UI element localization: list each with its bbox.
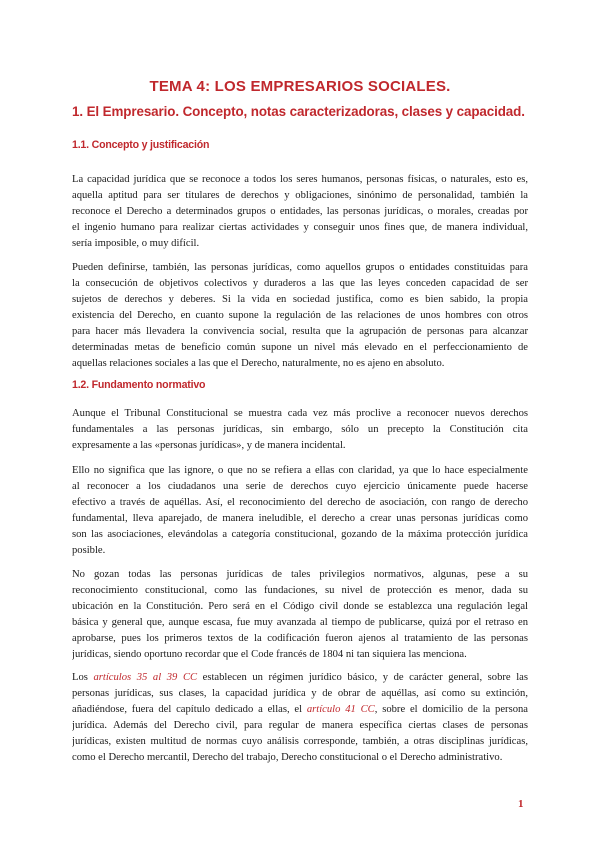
text-line: Ello no significa que las ignore, o que no se refiera a ellas con claridad, ya que lo hace especialmente [72, 465, 528, 476]
text-line: determinadas metas de beneficio común supone un nivel más elevado en el perfeccionamiento de [72, 342, 528, 353]
text-line: Pueden definirse, también, las personas jurídicas, como aquellos grupos o entidades constituidas para [72, 262, 528, 273]
document-title: TEMA 4: LOS EMPRESARIOS SOCIALES. [149, 78, 451, 95]
paragraph-2 [72, 260, 528, 372]
text-line [72, 702, 528, 718]
text-line [72, 670, 528, 686]
text-line: No gozan todas las personas jurídicas de tales privilegios normativos, algunas, pese a su [72, 569, 528, 580]
paragraph-6 [72, 670, 528, 766]
text-line: posible. [72, 545, 106, 556]
text-line: sería imposible, o muy difícil. [72, 238, 200, 249]
text-line: básica y general que, aunque escasa, fue muy avanzada al tiempo de publicarse, quizá por el retraso en [72, 617, 528, 628]
text-line: La capacidad jurídica que se reconoce a todos los seres humanos, personas físicas, o naturales, esto es, [72, 174, 528, 185]
text-run: añadiéndose, fuera del capítulo dedicado a ellas, el [72, 704, 307, 715]
text-line: personas jurídicas, sus clases, la capacidad jurídica y de obrar de aquéllas, así como su extinción, [72, 688, 528, 699]
text-line: el ingenio humano para realizar ciertas actividades y conseguir unos fines que, de manera individual, [72, 222, 528, 233]
page-number: 1 [518, 798, 524, 810]
text-line: son las asociaciones, elevándolas a categoría constitucional, gozando de la máxima protección jurídica [72, 529, 528, 540]
text-line: existencia del Derecho, en cuanto supone la regulación de las relaciones de unos hombres con otros [72, 310, 528, 321]
text-line: ubicación en la Constitución. Pero será en el Código civil donde se establezca una regulación legal [72, 601, 528, 612]
text-line: aquella aptitud para ser titulares de derechos y obligaciones, sinónimo de personalidad, también la [72, 190, 528, 201]
paragraph-1 [72, 172, 528, 252]
link-articulo-41-cc[interactable]: artículo 41 CC [306, 704, 375, 715]
paragraph-3 [72, 406, 528, 454]
text-run: , sobre el domicilio de la persona [374, 704, 528, 715]
section-heading: 1. El Empresario. Concepto, notas caracterizadoras, clases y capacidad. [72, 104, 525, 119]
text-line: la consecución de objetivos colectivos y duraderos a las que las leyes conceden capacidad de ser [72, 278, 528, 289]
text-line: fundamental, lleva aparejado, de manera ineludible, el derecho a crear unas personas jurídicas como [72, 513, 528, 524]
text-line: al reconocer a los ciudadanos una serie de derechos cuyo ejercicio únicamente puede hacerse [72, 481, 528, 492]
text-line: fundamentales a las personas jurídicas, sin embargo, sólo un precepto la Constitución cita [72, 424, 528, 435]
text-line: como el Derecho mercantil, Derecho del trabajo, Derecho constitucional o el Derecho administrativo. [72, 752, 503, 763]
subsection-heading-fundamento: 1.2. Fundamento normativo [72, 379, 206, 391]
text-run: Los [72, 672, 94, 683]
paragraph-5 [72, 567, 528, 663]
text-line: jurídica. Además del Derecho civil, para regular de manera específica ciertas clases de personas [72, 720, 528, 731]
subsection-heading-concepto: 1.1. Concepto y justificación [72, 139, 210, 151]
text-line: sujetos de derechos y deberes. Si la vida en sociedad justifica, como es bien sabido, la propia [72, 294, 528, 305]
link-articulos-35-39-cc[interactable]: artículos 35 al 39 CC [93, 672, 198, 683]
text-line: jurídicas, siendo oportuno recordar que el Code francés de 1804 ni tan siquiera las menciona. [72, 649, 467, 660]
text-line: expresamente a las «personas jurídicas», y de manera incidental. [72, 440, 346, 451]
text-line: reconoce el Derecho a determinados grupos o entidades, las personas jurídicas, o morales, creadas por [72, 206, 528, 217]
text-line: reconocimiento constitucional, como las fundaciones, su nivel de protección es menor, dada su [72, 585, 528, 596]
text-line: aquellas relaciones sociales a las que el Derecho, naturalmente, no es ajeno en absoluto. [72, 358, 445, 369]
text-line: aprobarse, pues los primeros textos de la codificación fueron ajenos al tratamiento de las personas [72, 633, 528, 644]
text-line: Aunque el Tribunal Constitucional se muestra cada vez más proclive a reconocer nuevos derechos [72, 408, 528, 419]
text-line: jurídicas, existen multitud de normas cuyo análisis corresponde, también, a otras disciplinas jurídicas, [72, 736, 528, 747]
text-run: establecen un régimen jurídico básico, y de carácter general, sobre las [197, 672, 528, 683]
text-line: efectivo a través de aquéllas. Así, el reconocimiento del derecho de asociación, con rango de derecho [72, 497, 528, 508]
paragraph-4 [72, 463, 528, 559]
text-line: para hacer más llevadera la convivencia social, resulta que la agrupación de personas para alcanzar [72, 326, 528, 337]
